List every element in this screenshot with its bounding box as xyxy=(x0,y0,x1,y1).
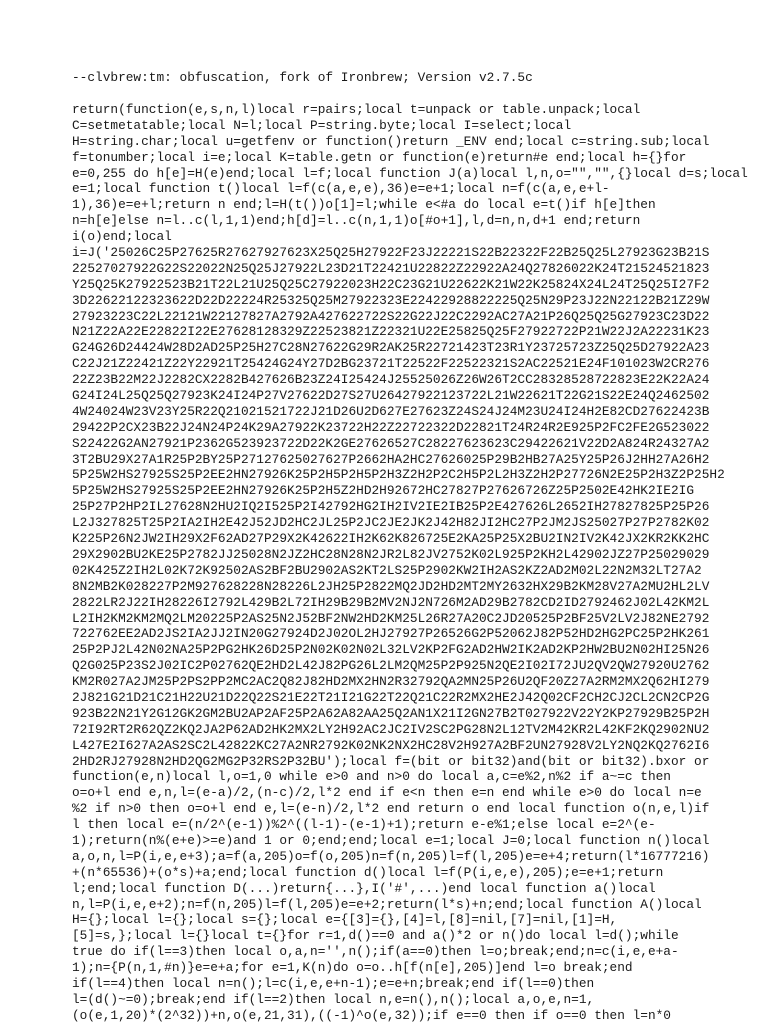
code-line: n=h[e]else n=l..c(l,1,1)end;h[d]=l..c(n,1,1)o[#o+1],l,d=n,n,d+1 end;return xyxy=(72,213,641,229)
code-line: K225P26N2JW2IH29X2F62AD27P29X2K42622IH2K62K826725E2KA25P25X2BU2IN2IV2K42JX2KR2KK2HC xyxy=(72,531,710,547)
code-line: L2J327825T25P2IA2IH2E42J52JD2HC2JL25P2JC2JE2JK2J42H82JI2HC27P2JM2JS25027P27P2782K02 xyxy=(72,515,710,531)
code-line: 29X2902BU2KE25P2782JJ25028N2JZ2HC28N28N2JR2L82JV2752K02L925P2KH2L42902JZ27P25029029 xyxy=(72,546,710,562)
code-line: C22J21Z22421Z22Y22921T25424G24Y27D2BG23721T22522F22522321S2AC22521E24F101023W2CR276 xyxy=(72,356,710,372)
code-line: N21Z22A22E22822I22E27628128329Z22523821Z22321U22E25825Q25F27922722P21W22J2A22231K23 xyxy=(72,324,710,340)
code-line: l;end;local function D(...)return{...},I('#',...)end local function a()local xyxy=(72,880,656,896)
code-line: 1);n={P(n,1,#n)}e=e+a;for e=1,K(n)do o=o..h[f(n[e],205)]end l=o break;end xyxy=(72,960,633,976)
code-line: 72I92RT2R62QZ2KQ2JA2P62AD2HK2MX2LY2H92AC2JC2IV2SC2PG28N2L12TV2M42KR2L42KF2KQ2902NU2 xyxy=(72,721,710,737)
code-line: G24G26D24424W28D2AD25P25H27C28N27622G29R2AK25R22721423T23R1Y23725723Z25Q25D27922A23 xyxy=(72,340,710,356)
code-line: %2 if n>0 then o=o+l end e,l=(e-n)/2,l*2 end return o end local function o(n,e,l)if xyxy=(72,801,710,817)
code-line: 02K425Z2IH2L02K72K92502AS2BF2BU2902AS2KT2LS25P2902KW2IH2AS2KZ2AD2M02L22N2M32LT27A2 xyxy=(72,562,702,578)
obfuscated-code-block xyxy=(72,102,748,1024)
code-line: L427E2I627A2AS2SC2L42822KC27A2NR2792K02NK2NX2HC28V2H927A2BF2UN27928V2LY2NQ2KQ2762I6 xyxy=(72,737,710,753)
document-header-comment: --clvbrew:tm: obfuscation, fork of Ironbrew; Version v2.7.5c xyxy=(72,70,533,85)
code-line: 5P25W2HS27925S25P2EE2HN27926K25P2H5Z2HD2H92672HC27827P27626726Z25P2502E42HK2IE2IG xyxy=(72,483,695,499)
code-line: 25P27P2HP2IL27628N2HU2IQ2I525P2I42792HG2IH2IV2IE2IB25P2E427626L2652IH27827825P25P26 xyxy=(72,499,710,515)
code-line: Q2G025P23S2J02IC2P02762QE2HD2L42J82PG26L2LM2QM25P2P925N2QE2I02I72JU2QV2QW27920U2762 xyxy=(72,658,710,674)
code-line: true do if(l==3)then local o,a,n='',n();if(a==0)then l=o;break;end;n=c(i,e,e+a- xyxy=(72,944,679,960)
code-line: Y25Q25K27922523B21T22L21U25Q25C27922023H22C23G21U22622K21W22K25824X24L24T25Q25I27F2 xyxy=(72,276,710,292)
code-line: L2IH2KM2KM2MQ2LM20225P2AS25N2J52BF2NW2HD2KM25L26R27A20C2JD20525P2BF25V2LV2J82NE2792 xyxy=(72,610,710,626)
code-line: KM2R027A2JM25P2PS2PP2MC2AC2Q82J82HD2MX2HN2R32792QA2MN25P26U2QF20Z27A2RM2MX2Q62HI279 xyxy=(72,674,710,690)
code-line: 1);return(n%(e+e)>=e)and 1 or 0;end;end;local e=1;local J=0;local function n()local xyxy=(72,832,710,848)
code-line: 5P25W2HS27925S25P2EE2HN27926K25P2H5P2H5P2H3Z2H2P2C2H5P2L2H3Z2H2P27726N2E25P2H3Z2P25H2 xyxy=(72,467,725,483)
code-line: (o(e,1,20)*(2^32))+n,o(e,21,31),((-1)^o(e,32));if e==0 then if o==0 then l=n*0 xyxy=(72,1007,671,1023)
code-line: i=J('25026C25P27625R27627927623X25Q25H27922F23J22221S22B22322F22B25Q25L27923G23B21S xyxy=(72,245,710,261)
code-line: 3T2BU29X27A1R25P2BY25P27127625027627P2662HA2HC27626025P29B2HB27A25Y25P26J2HH27A26H2 xyxy=(72,451,710,467)
code-line: 25P2PJ2L42N02NA25P2PG2HK26D25P2N02K02N02L32LV2KP2FG2AD2HW2IK2AD2KP2HW2BU2N02HI25N26 xyxy=(72,642,710,658)
code-line: H=string.char;local u=getfenv or function()return _ENV end;local c=string.sub;local xyxy=(72,133,710,149)
code-line: S22422G2AN27921P2362G523923722D22K2GE27626527C28227623623C29422621V22D2A824R24327A2 xyxy=(72,435,710,451)
code-line: C=setmetatable;local N=l;local P=string.byte;local I=select;local xyxy=(72,117,572,133)
code-line: i(o)end;local xyxy=(72,229,172,245)
code-line: 27923223C22L22121W22127827A2792A427622722S22G22J22C2292AC27A21P26Q25Q25G27923C23D22 xyxy=(72,308,710,324)
code-line: n,l=P(i,e,e+2);n=f(n,205)l=f(l,205)e=e+2;return(l*s)+n;end;local function A()local xyxy=(72,896,702,912)
code-line: 2J821G21D21C21H22U21D22Q22S21E22T21I21G22T22Q21C22R2MX2HE2J42Q02CF2CH2CJ2CL2CN2CP2G xyxy=(72,689,710,705)
code-line: 29422P2CX23B22J24N24P24K29A27922K23722H22Z22722322D22821T24R24R2E925P2FC2FE2G523022 xyxy=(72,419,710,435)
code-line: [5]=s,};local l={}local t={}for r=1,d()==0 and a()*2 or n()do local l=d();while xyxy=(72,928,679,944)
code-line: f=tonumber;local i=e;local K=table.getn or function(e)return#e end;local h={}for xyxy=(72,149,687,165)
code-line: +(n*65536)+(o*s)+a;end;local function d()local l=f(P(i,e,e),205);e=e+1;return xyxy=(72,864,664,880)
code-line: l=(d()~=0);break;end if(l==2)then local n,e=n(),n();local a,o,e,n=1, xyxy=(72,991,595,1007)
code-line: H={};local l={};local s={};local e={[3]={},[4]=l,[8]=nil,[7]=nil,[1]=H, xyxy=(72,912,618,928)
code-line: o=o+l end e,n,l=(e-a)/2,(n-c)/2,l*2 end if e<n then e=n end while e>0 do local n=e xyxy=(72,785,702,801)
code-line: G24I24L25Q25Q27923K24I24P27V27622D27S27U26427922123722L21W22621T22G21S22E24Q2462502 xyxy=(72,388,710,404)
code-line: 3D22622122323622D22D22224R25325Q25M27922323E22422928822225Q25N29P23J22N22122B21Z29W xyxy=(72,292,710,308)
code-line: if(l==4)then local n=n();l=c(i,e,e+n-1);e=e+n;break;end if(l==0)then xyxy=(72,975,595,991)
code-line: 2822LR2J22IH28226I2792L429B2L72IH29B29B2MV2NJ2N726M2AD29B2782CD2ID2792462J02L42KM2L xyxy=(72,594,710,610)
code-line: 722762EE2AD2JS2IA2JJ2IN20G27924D2J02OL2HJ27927P26526G2P52062J82P52HD2HG2PC25P2HK261 xyxy=(72,626,710,642)
code-line: function(e,n)local l,o=1,0 while e>0 and n>0 do local a,c=e%2,n%2 if a~=c then xyxy=(72,769,671,785)
code-line: 1),36)e=e+l;return n end;l=H(t())o[1]=l;while e<#a do local e=t()if h[e]then xyxy=(72,197,656,213)
code-line: 22Z23B22M22J2282CX2282B427626B23Z24I25424J25525026Z26W26T2CC28328528722823E22K22A24 xyxy=(72,372,710,388)
code-line: 8N2MB2K028227P2M927628228N28226L2JH25P2822MQ2JD2HD2MT2MY2632HX29B2KM28V27A2MU2HL2LV xyxy=(72,578,710,594)
code-line: 2HD2RJ27928N2HD2QG2MG2P32RS2P32BU');local f=(bit or bit32)and(bit or bit32).bxor or xyxy=(72,753,710,769)
code-line: 923B22N21Y2G12GK2GM2BU2AP2AF25P2A62A82AA25Q2AN1X21I2GN27B2T027922V22Y2KP27929B25P2H xyxy=(72,705,710,721)
code-line: 4W24024W23V23Y25R22Q21021521722J21D26U2D627E27623Z24S24J24M23U24I24H2E82CD27622423B xyxy=(72,403,710,419)
code-line: l then local e=(n/2^(e-1))%2^((l-1)-(e-1)+1);return e-e%1;else local e=2^(e- xyxy=(72,817,656,833)
code-line: 22527027922G22S22022N25Q25J27922L23D21T22421U22822Z22922A24Q27826022K24T21524521823 xyxy=(72,260,710,276)
code-line: return(function(e,s,n,l)local r=pairs;local t=unpack or table.unpack;local xyxy=(72,102,641,117)
code-line: e=1;local function t()local l=f(c(a,e,e),36)e=e+1;local n=f(c(a,e,e+l- xyxy=(72,181,610,197)
code-line: e=0,255 do h[e]=H(e)end;local l=f;local function J(a)local l,n,o="","",{}local d=s;local xyxy=(72,165,748,181)
code-line: a,o,n,l=P(i,e,e+3);a=f(a,205)o=f(o,205)n=f(n,205)l=f(l,205)e=e+4;return(l*16777216) xyxy=(72,848,710,864)
